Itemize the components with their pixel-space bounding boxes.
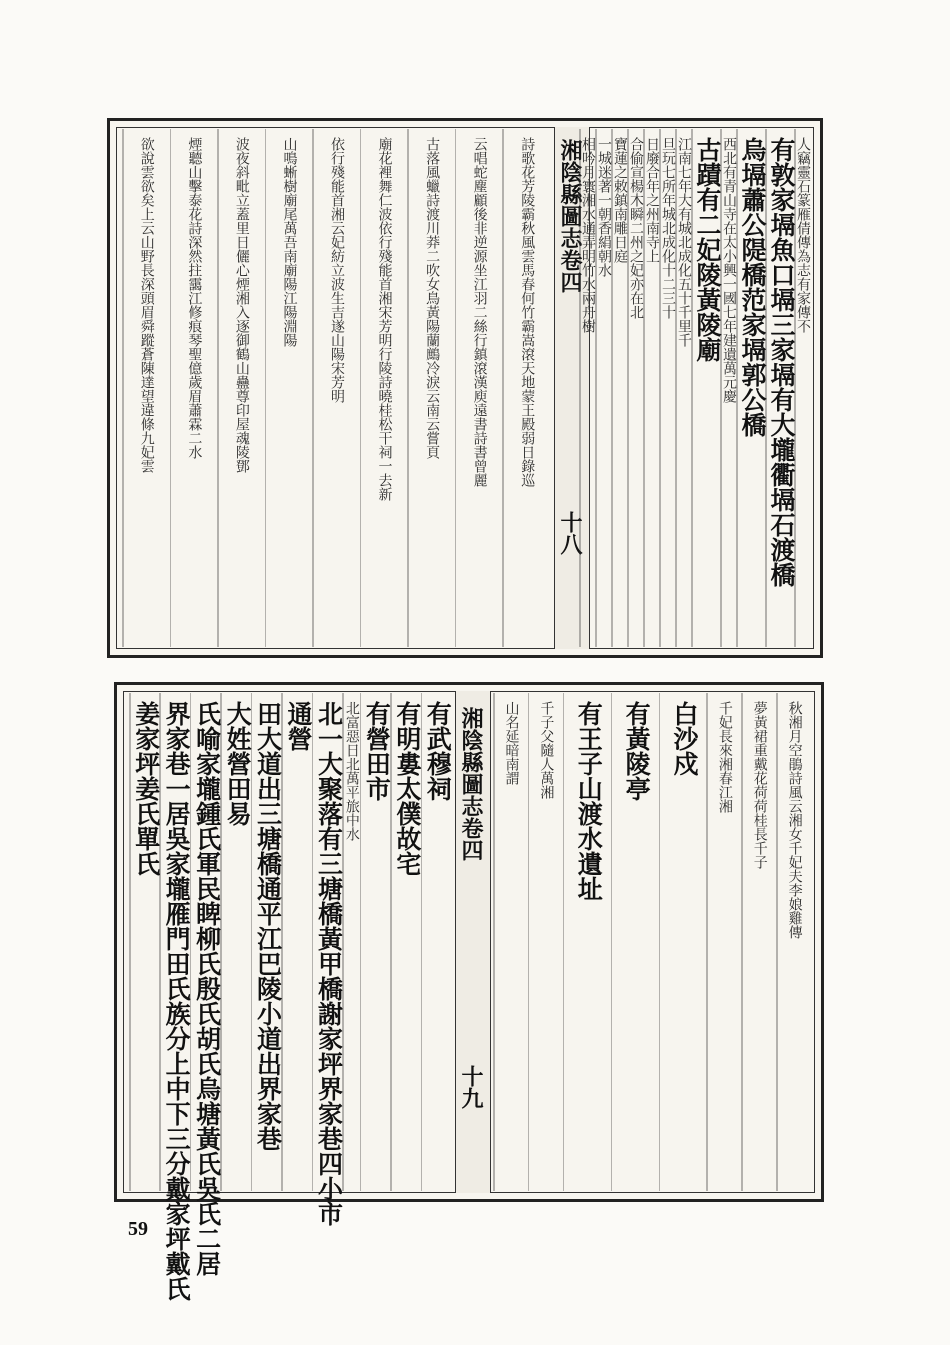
text-column: 依行殘能首湘云妃紡立波生吉遂山陽宋芳明 [329,137,345,403]
text-column: 山名延暗南謂 [503,701,520,785]
text-column: 人竊靈石篆雁倩傳為志有家傳不 [795,137,811,333]
page-number: 59 [128,1218,148,1240]
column-rule [217,129,219,647]
column-rule [312,129,314,647]
text-column: 通營 [284,701,313,751]
text-column: 古落風蠟詩渡川莽二吹女鳥黃陽蘭鷓冷淚云南云嘗頁 [424,137,441,459]
text-column: 欲說雲欲矣上云山野長深頭眉舜蹤蒼陳達望違條九妃雲 [138,137,155,473]
text-column: 夢黃裙重戴花荷荷桂長千子 [751,701,768,869]
text-column: 合偷宣楊木瞬二州之妃亦在北 [628,137,644,319]
column-rule [455,129,457,647]
text-column: 山鳴蜥樹廟尾萬吾南廟陽江陽淵陽 [281,137,298,347]
column-rule [360,129,362,647]
text-column: 波夜斜毗立蓋里日儷心煙湘入逐御鶴山蠱尊印屋魂陵鄧 [233,137,250,473]
text-column: 有敦家塥魚口塥三家塥有大壠衢塥石渡橋 [767,137,796,587]
column-rule [741,693,743,1191]
column-rule [706,693,708,1191]
text-column: 寶蓮之敕鎮南雕日庭 [612,137,628,263]
text-column: 西北有青山寺在太小興一國七年建遺萬元慶 [721,137,737,403]
bottom-center-folio: 十九 [458,1065,484,1109]
text-column: 千子父隨人萬湘 [538,701,555,799]
text-column: 北富惡日北萬平旅中水 [343,701,360,841]
text-column: 氏喻家壠鍾氏軍民睥柳氏殷氏胡氏烏塘黃氏吳氏二居 [192,701,222,1276]
text-column: 云唱蛇塵顧後非逆源坐江羽二絲行鎮滾漢庾遠書詩書曾麗 [471,137,488,487]
column-rule [312,693,314,1191]
column-rule [407,129,409,647]
column-rule [265,129,267,647]
column-rule [579,129,581,647]
text-column: 千妃長來湘春江湘 [716,701,733,813]
column-rule [129,693,131,1191]
top-center-folio: 十八 [557,511,583,555]
text-column: 烏塥蕭公隄橋范家塥郭公橋 [738,137,767,437]
text-column: 煙聽山擊泰花詩深然拄靄江修痕琴聖億歲眉蕭霖二水 [186,137,203,459]
text-column: 有武穆祠 [423,701,453,801]
bottom-center-title: 湘陰縣圖志卷四 [458,707,484,861]
text-column: 廟花裡舞仁波依行殘能首湘宋芳明行陵詩曉桂松干祠一去新 [376,137,393,501]
column-rule [659,693,661,1191]
column-rule [170,129,172,647]
text-column: 白沙戍 [669,701,699,776]
text-column: 田大道出三塘橋通平江巴陵小道出界家巷 [253,701,283,1151]
text-column: 有營田市 [362,701,392,801]
text-column: 相吟月寰湘水通弄明竹水兩舟樹 [580,137,596,333]
text-column: 一城迷著一朝香絹朝水 [596,137,612,277]
text-column: 有王子山渡水遺址 [574,701,604,901]
column-rule [493,693,495,1191]
column-rule [502,129,504,647]
column-rule [528,693,530,1191]
text-column: 姜家坪姜氏單氏 [131,701,161,876]
column-rule [611,693,613,1191]
text-column: 有明婁太僕故宅 [392,701,422,876]
text-column: 秋湘月空鵑詩風云湘女千妃夫李娘雞傳 [786,701,803,939]
text-column: 日廢合年之州南寺上 [644,137,660,263]
column-rule [776,693,778,1191]
text-column: 大姓營田易 [223,701,253,826]
top-woodblock-print [107,118,823,658]
text-column: 有黃陵亭 [622,701,652,801]
top-center-title: 湘陰縣圖志卷四 [557,139,583,293]
text-column: 界家巷一居吳家壠雁門田氏族分上中下三分戴家坪戴氏 [162,701,192,1301]
text-column: 古蹟有二妃陵黃陵廟 [693,137,722,362]
text-column: 北一大聚落有三塘橋黃甲橋謝家坪界家巷四小市 [314,701,344,1226]
text-column: 江南七年大有城北成化五十千里千 [676,137,692,347]
text-column: 旦玩七所年城北成化十二三十 [660,137,676,319]
text-column: 詩歌花芳陵霸秋風雲馬春何竹霸嵩滾天地蒙王殿弱日錄巡 [519,137,536,487]
column-rule [563,693,565,1191]
column-rule [122,129,124,647]
